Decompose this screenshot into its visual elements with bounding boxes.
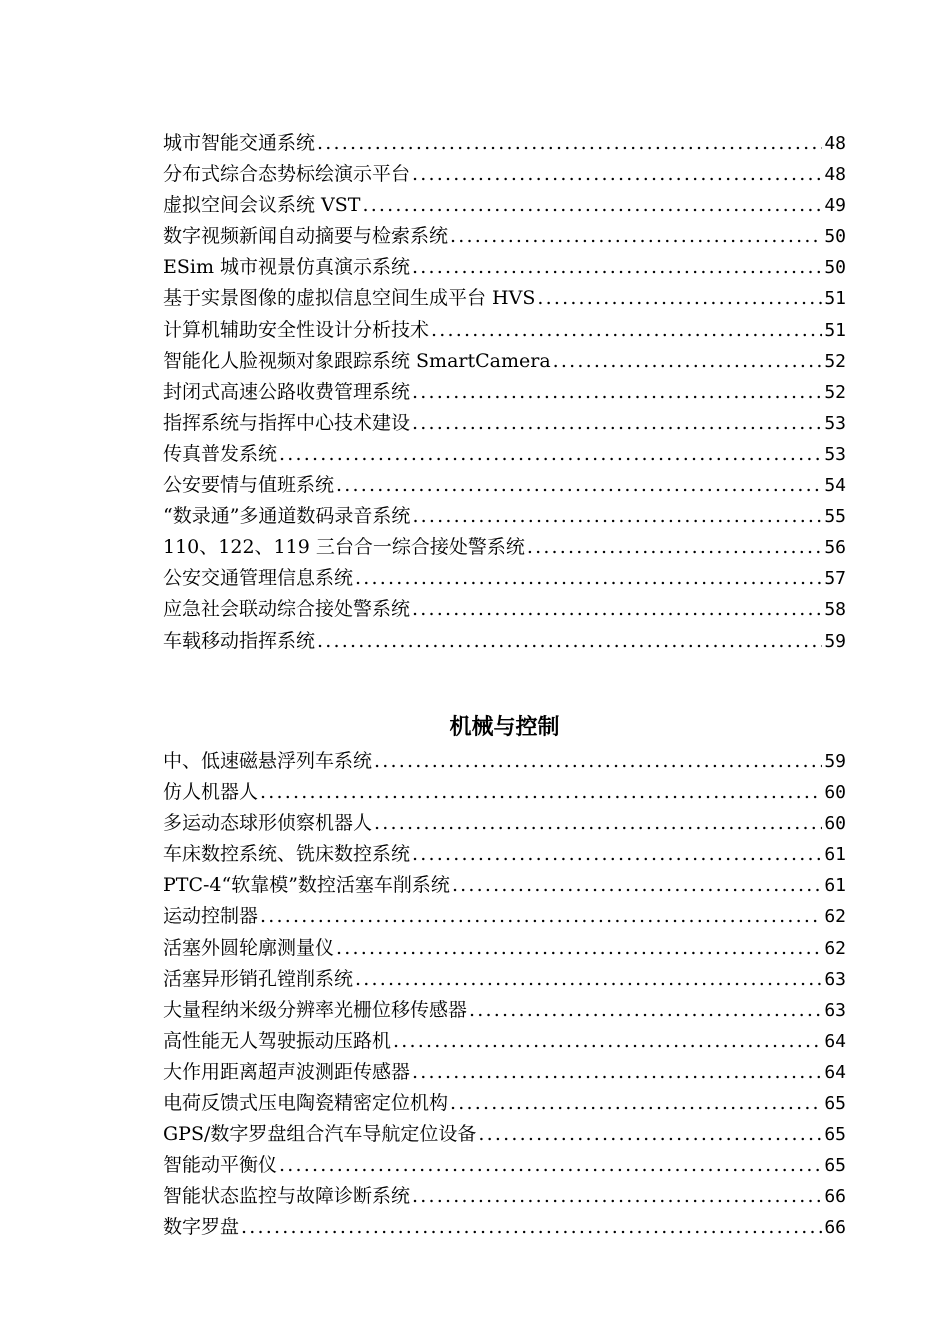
dot-leader <box>279 439 822 470</box>
toc-entry-title: 智能动平衡仪 <box>163 1154 278 1177</box>
toc-entry-page-number: 50 <box>824 226 846 248</box>
toc-entry-page-number: 61 <box>824 875 846 897</box>
toc-entry-title: 数字罗盘 <box>163 1216 240 1239</box>
toc-entry[interactable] <box>163 190 846 221</box>
dot-leader <box>336 933 822 964</box>
toc-entry-page-number: 51 <box>824 288 846 310</box>
toc-entry[interactable] <box>163 470 846 501</box>
dot-leader <box>469 995 822 1026</box>
dot-leader <box>450 1088 822 1119</box>
toc-entry-title: 应急社会联动综合接处警系统 <box>163 598 411 621</box>
toc-entry-title: GPS/数字罗盘组合汽车导航定位设备 <box>163 1123 477 1146</box>
toc-entry[interactable] <box>163 283 846 314</box>
dot-leader <box>527 532 822 563</box>
toc-entry[interactable] <box>163 901 846 932</box>
dot-leader <box>478 1119 822 1150</box>
toc-entry-title: 分布式综合态势标绘演示平台 <box>163 163 411 186</box>
toc-entry-page-number: 50 <box>824 257 846 279</box>
dot-leader <box>452 870 822 901</box>
toc-section-continued <box>163 128 846 657</box>
toc-entry[interactable] <box>163 532 846 563</box>
toc-entry-title: 基于实景图像的虚拟信息空间生成平台 HVS <box>163 287 536 310</box>
dot-leader <box>336 470 822 501</box>
toc-entry-title: 运动控制器 <box>163 905 259 928</box>
toc-entry-page-number: 62 <box>824 937 846 959</box>
toc-entry[interactable] <box>163 159 846 190</box>
toc-entry-page-number: 61 <box>824 844 846 866</box>
toc-entry[interactable] <box>163 408 846 439</box>
toc-entry-page-number: 66 <box>824 1217 846 1239</box>
dot-leader <box>260 777 822 808</box>
toc-entry-title: 公安交通管理信息系统 <box>163 567 354 590</box>
dot-leader <box>412 594 822 625</box>
toc-entry-title: 数字视频新闻自动摘要与检索系统 <box>163 225 449 248</box>
dot-leader <box>241 1212 822 1243</box>
toc-entry-title: 虚拟空间会议系统 VST <box>163 194 361 217</box>
dot-leader <box>355 964 822 995</box>
dot-leader <box>374 808 822 839</box>
toc-entry-title: 大量程纳米级分辨率光栅位移传感器 <box>163 998 468 1021</box>
dot-leader <box>537 283 822 314</box>
toc-entry-title: 传真普发系统 <box>163 442 278 465</box>
toc-entry-page-number: 55 <box>824 506 846 528</box>
toc-entry-title: 车床数控系统、铣床数控系统 <box>163 843 411 866</box>
dot-leader <box>362 190 822 221</box>
toc-entry[interactable] <box>163 777 846 808</box>
dot-leader <box>355 563 822 594</box>
toc-entry[interactable] <box>163 746 846 777</box>
toc-entry-title: 活塞外圆轮廓测量仪 <box>163 936 335 959</box>
toc-entry-title: 智能状态监控与故障诊断系统 <box>163 1185 411 1208</box>
toc-entry-page-number: 64 <box>824 1061 846 1083</box>
toc-entry[interactable] <box>163 315 846 346</box>
toc-entry-page-number: 48 <box>824 133 846 154</box>
toc-entry-page-number: 60 <box>824 813 846 835</box>
toc-entry-title: 多运动态球形侦察机器人 <box>163 812 373 835</box>
toc-entry-page-number: 57 <box>824 568 846 590</box>
toc-entry-title: 大作用距离超声波测距传感器 <box>163 1060 411 1083</box>
toc-entry[interactable] <box>163 1057 846 1088</box>
toc-entry-page-number: 52 <box>824 381 846 403</box>
toc-entry[interactable] <box>163 1088 846 1119</box>
toc-entry[interactable] <box>163 1119 846 1150</box>
toc-entry-page-number: 52 <box>824 350 846 372</box>
toc-entry[interactable] <box>163 377 846 408</box>
toc-entry-title: 封闭式高速公路收费管理系统 <box>163 380 411 403</box>
toc-entry-page-number: 54 <box>824 475 846 497</box>
toc-entry[interactable] <box>163 346 846 377</box>
toc-entry[interactable] <box>163 501 846 532</box>
section-heading: 机械与控制 <box>449 715 560 740</box>
toc-entry-title: 110、122、119 三台合一综合接处警系统 <box>163 536 525 559</box>
toc-entry-title: 车载移动指挥系统 <box>163 629 316 652</box>
toc-entry[interactable] <box>163 563 846 594</box>
dot-leader <box>412 408 822 439</box>
toc-entry-title: 中、低速磁悬浮列车系统 <box>163 750 373 772</box>
dot-leader <box>260 901 822 932</box>
dot-leader <box>412 839 822 870</box>
toc-entry[interactable] <box>163 839 846 870</box>
toc-entry-page-number: 56 <box>824 537 846 559</box>
toc-entry[interactable] <box>163 128 846 159</box>
toc-entry-page-number: 53 <box>824 412 846 434</box>
dot-leader <box>431 315 822 346</box>
toc-entry-title: ESim 城市视景仿真演示系统 <box>163 256 411 279</box>
toc-entry-title: 城市智能交通系统 <box>163 132 316 154</box>
toc-entry[interactable] <box>163 870 846 901</box>
dot-leader <box>412 501 822 532</box>
dot-leader <box>450 221 822 252</box>
toc-entry-title: 活塞异形销孔镗削系统 <box>163 967 354 990</box>
toc-entry[interactable] <box>163 808 846 839</box>
toc-entry[interactable] <box>163 439 846 470</box>
toc-entry-title: PTC-4“软靠模”数控活塞车削系统 <box>163 874 450 897</box>
dot-leader <box>279 1150 822 1181</box>
toc-entry-page-number: 62 <box>824 906 846 928</box>
toc-entry[interactable] <box>163 1026 846 1057</box>
toc-entry[interactable] <box>163 1150 846 1181</box>
toc-entry-title: 电荷反馈式压电陶瓷精密定位机构 <box>163 1092 449 1115</box>
dot-leader <box>317 626 822 657</box>
toc-entry[interactable] <box>163 594 846 625</box>
toc-entry-title: 指挥系统与指挥中心技术建设 <box>163 411 411 434</box>
toc-entry[interactable] <box>163 221 846 252</box>
toc-entry-page-number: 65 <box>824 1093 846 1115</box>
toc-entry-page-number: 53 <box>824 443 846 465</box>
toc-entry-title: 计算机辅助安全性设计分析技术 <box>163 318 430 341</box>
dot-leader <box>412 1181 822 1212</box>
toc-entry[interactable] <box>163 1181 846 1212</box>
toc-entry-title: “数录通”多通道数码录音系统 <box>163 505 411 528</box>
toc-entry[interactable] <box>163 964 846 995</box>
dot-leader <box>393 1026 822 1057</box>
toc-entry-title: 智能化人脸视频对象跟踪系统 SmartCamera <box>163 349 551 372</box>
toc-entry-page-number: 60 <box>824 782 846 804</box>
toc-entry-page-number: 66 <box>824 1186 846 1208</box>
toc-entry-page-number: 64 <box>824 1030 846 1052</box>
dot-leader <box>553 346 823 377</box>
toc-entry-page-number: 48 <box>824 164 846 186</box>
toc-entry[interactable] <box>163 1212 846 1243</box>
toc-entry-page-number: 59 <box>824 630 846 652</box>
toc-entry-page-number: 65 <box>824 1124 846 1146</box>
dot-leader <box>412 159 822 190</box>
dot-leader <box>317 128 822 159</box>
toc-entry-title: 高性能无人驾驶振动压路机 <box>163 1029 392 1052</box>
toc-entry-page-number: 51 <box>824 319 846 341</box>
toc-entry[interactable] <box>163 995 846 1026</box>
toc-entry[interactable] <box>163 252 846 283</box>
toc-entry-page-number: 65 <box>824 1155 846 1177</box>
toc-entry[interactable] <box>163 626 846 657</box>
toc-entry-page-number: 59 <box>824 751 846 772</box>
toc-entry-page-number: 63 <box>824 968 846 990</box>
dot-leader <box>412 1057 822 1088</box>
toc-section-mechanics-control <box>163 712 846 1244</box>
toc-entry-page-number: 63 <box>824 999 846 1021</box>
dot-leader <box>412 377 822 408</box>
toc-entry-title: 仿人机器人 <box>163 781 259 804</box>
dot-leader <box>374 746 822 777</box>
toc-entry-page-number: 58 <box>824 599 846 621</box>
toc-entry[interactable] <box>163 933 846 964</box>
toc-entry-page-number: 49 <box>824 195 846 217</box>
toc-entry-title: 公安要情与值班系统 <box>163 474 335 497</box>
dot-leader <box>412 252 822 283</box>
